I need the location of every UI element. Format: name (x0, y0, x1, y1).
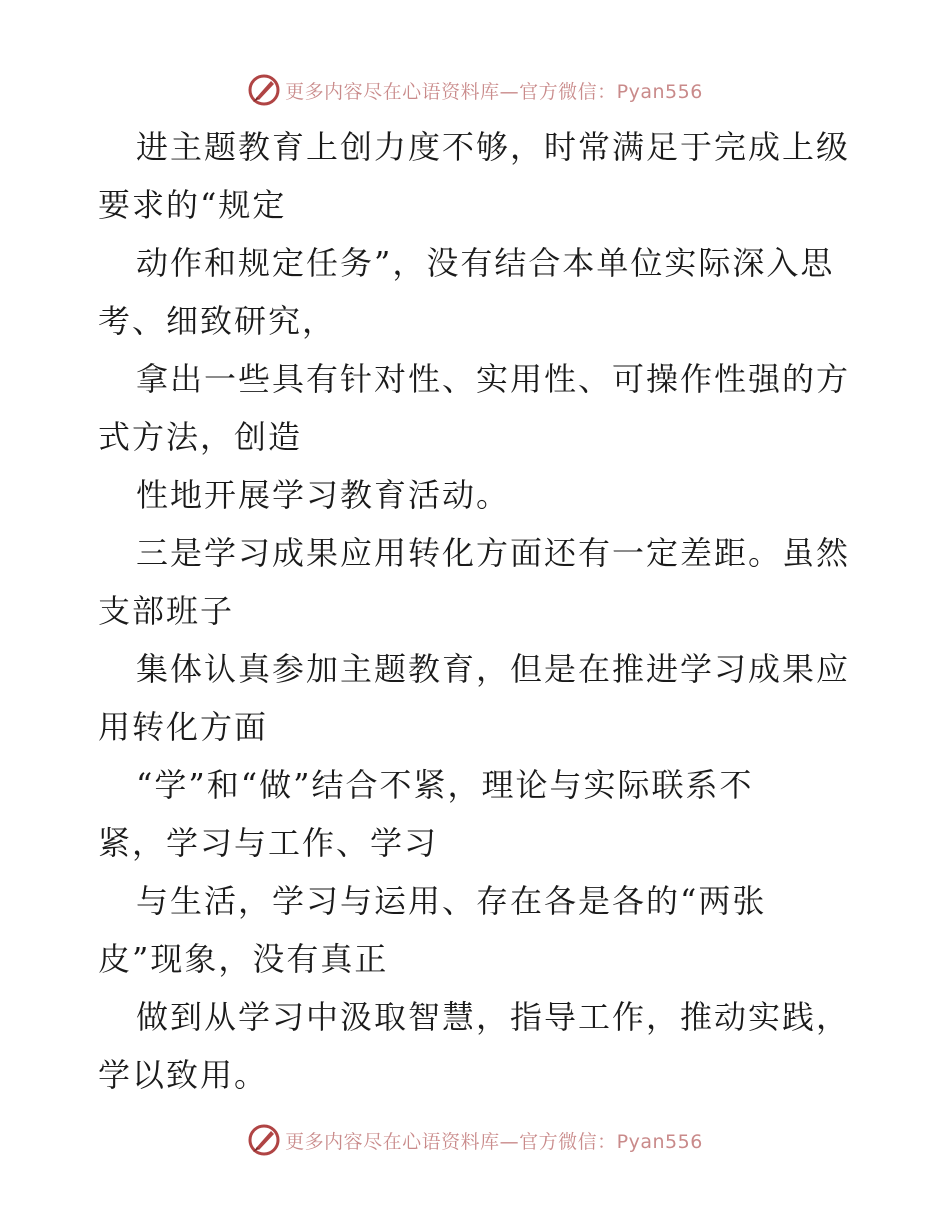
quill-pen-logo-icon (247, 1123, 281, 1157)
footer-banner (0, 1120, 950, 1160)
text-line: 紧，学习与工作、学习 (98, 824, 439, 862)
text-line: 皮”现象，没有真正 (98, 940, 389, 978)
text-line: 学以致用。 (98, 1056, 269, 1094)
text-line: “学”和“做”结合不紧，理论与实际联系不 (136, 766, 754, 804)
text-line: 式方法，创造 (98, 418, 303, 456)
text-line: 要求的“规定 (98, 186, 287, 224)
header-banner-text: 更多内容尽在心语资料库—官方微信：Pyan556 (285, 80, 703, 103)
text-line: 三是学习成果应用转化方面还有一定差距。虽然 (136, 534, 851, 572)
text-line: 考、细致研究， (98, 302, 337, 340)
document-body (98, 118, 858, 1104)
text-line: 性地开展学习教育活动。 (136, 476, 511, 514)
text-line: 拿出一些具有针对性、实用性、可操作性强的方 (136, 360, 851, 398)
quill-pen-logo-icon (247, 73, 281, 107)
text-line: 动作和规定任务”，没有结合本单位实际深入思 (136, 244, 835, 282)
text-line: 用转化方面 (98, 708, 269, 746)
text-line: 支部班子 (98, 592, 235, 630)
text-line: 进主题教育上创力度不够，时常满足于完成上级 (136, 128, 851, 166)
text-line: 集体认真参加主题教育，但是在推进学习成果应 (136, 650, 851, 688)
footer-banner-text: 更多内容尽在心语资料库—官方微信：Pyan556 (285, 1130, 703, 1153)
header-banner (0, 70, 950, 110)
text-line: 做到从学习中汲取智慧，指导工作，推动实践， (136, 998, 851, 1036)
text-line: 与生活，学习与运用、存在各是各的“两张 (136, 882, 767, 920)
